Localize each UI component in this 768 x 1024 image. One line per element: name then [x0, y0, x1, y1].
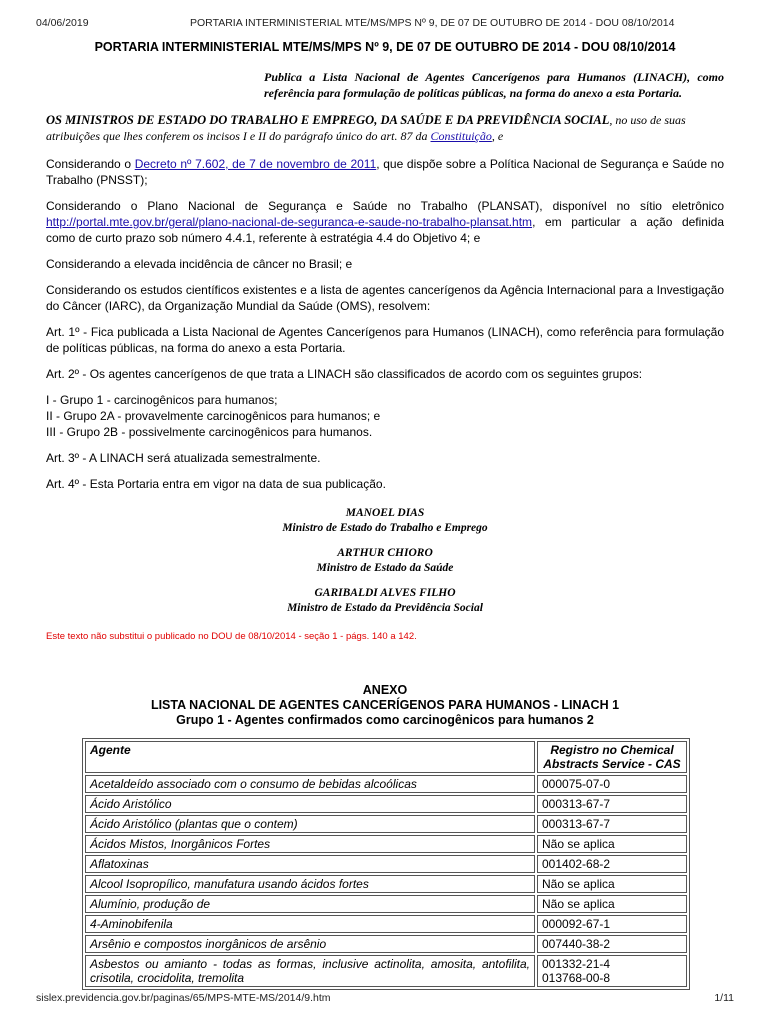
ementa: Publica a Lista Nacional de Agentes Cancerígenos para Humanos (LINACH), como referência para formulação de políticas públicas, na forma do anexo a esta Portaria.	[264, 70, 724, 100]
header-agente: Agente	[85, 741, 535, 773]
signer-role: Ministro de Estado da Saúde	[316, 562, 454, 574]
cas-cell: 000313-67-7	[537, 795, 687, 813]
considerando-1-pre: Considerando o	[46, 157, 135, 171]
preamble-tail: , e	[491, 129, 504, 143]
print-page-title: PORTARIA INTERMINISTERIAL MTE/MS/MPS Nº 9, DE 07 DE OUTUBRO DE 2014 - DOU 08/10/2014	[190, 17, 675, 29]
agent-cell: Asbestos ou amianto - todas as formas, inclusive actinolita, amosita, antofilita, crisotila, crocidolita, tremolita	[85, 955, 535, 987]
cas-cell: 001402-68-2	[537, 855, 687, 873]
preamble-text: , no uso de suas atribuições que lhes conferem os incisos I e II do parágrafo único do art. 87 da	[46, 113, 686, 143]
signer-role: Ministro de Estado do Trabalho e Emprego	[282, 522, 488, 534]
annex-label: ANEXO	[362, 683, 408, 697]
considerando-4: Considerando os estudos científicos existentes e a lista de agentes cancerígenos da Agência Internacional para a Investigação do Câncer (IARC), da Organização Mundial da Saúde (OMS), resolvem:	[46, 283, 724, 313]
agent-cell: Alcool Isopropílico, manufatura usando ácidos fortes	[85, 875, 535, 893]
agent-cell: Ácido Aristólico	[85, 795, 535, 813]
table-header-row	[85, 741, 687, 773]
article-1: Art. 1º - Fica publicada a Lista Nacional de Agentes Cancerígenos para Humanos (LINACH), como referência para formulação de políticas públicas, na forma do anexo a esta Portaria.	[46, 325, 724, 355]
signer-name: ARTHUR CHIORO	[337, 547, 433, 559]
table-row	[85, 855, 687, 873]
annex-group: Grupo 1 - Agentes confirmados como carcinogênicos para humanos 2	[176, 713, 594, 727]
considerando-1	[46, 156, 724, 188]
considerando-2	[46, 198, 724, 246]
agents-table	[82, 738, 690, 990]
group-item: II - Grupo 2A - provavelmente carcinogênicos para humanos; e	[46, 409, 381, 423]
cas-cell: Não se aplica	[537, 875, 687, 893]
table-row	[85, 955, 687, 987]
article-2: Art. 2º - Os agentes cancerígenos de que trata a LINACH são classificados de acordo com os seguintes grupos:	[46, 367, 643, 381]
considerando-1-post: , que dispõe sobre a Política Nacional de Segurança e Saúde no Trabalho (PNSST);	[46, 157, 724, 187]
plansat-link[interactable]: http://portal.mte.gov.br/geral/plano-nacional-de-seguranca-e-saude-no-trabalho-plansat.htm	[46, 215, 533, 229]
table-row	[85, 895, 687, 913]
cas-cell: 000075-07-0	[537, 775, 687, 793]
table-row	[85, 795, 687, 813]
cas-cell: Não se aplica	[537, 835, 687, 853]
group-item: III - Grupo 2B - possivelmente carcinogênicos para humanos.	[46, 425, 373, 439]
preamble	[46, 112, 724, 144]
article-4: Art. 4º - Esta Portaria entra em vigor na data de sua publicação.	[46, 477, 386, 491]
agent-cell: Arsênio e compostos inorgânicos de arsênio	[85, 935, 535, 953]
table-row	[85, 875, 687, 893]
agent-cell: Ácido Aristólico (plantas que o contem)	[85, 815, 535, 833]
considerando-3: Considerando a elevada incidência de câncer no Brasil; e	[46, 257, 353, 271]
table-row	[85, 775, 687, 793]
agent-cell: Alumínio, produção de	[85, 895, 535, 913]
signer-name: MANOEL DIAS	[345, 507, 425, 519]
group-item: I - Grupo 1 - carcinogênicos para humanos;	[46, 393, 278, 407]
page-number: 1/11	[714, 992, 734, 1004]
table-row	[85, 915, 687, 933]
print-date: 04/06/2019	[36, 17, 89, 29]
cas-value: 001332-21-4	[542, 957, 611, 971]
cas-cell: 000313-67-7	[537, 815, 687, 833]
document-body	[46, 30, 724, 728]
agent-cell: Aflatoxinas	[85, 855, 535, 873]
agent-cell: Ácidos Mistos, Inorgânicos Fortes	[85, 835, 535, 853]
cas-cell: Não se aplica	[537, 895, 687, 913]
groups-list	[46, 392, 724, 440]
signature	[46, 546, 724, 576]
signer-role: Ministro de Estado da Previdência Social	[287, 602, 483, 614]
article-3: Art. 3º - A LINACH será atualizada semestralmente.	[46, 451, 321, 465]
considerando-2-pre: Considerando o Plano Nacional de Segurança e Saúde no Trabalho (PLANSAT), disponível no sítio eletrônico	[46, 199, 724, 213]
cas-cell	[537, 955, 687, 987]
table-row	[85, 935, 687, 953]
cas-cell: 007440-38-2	[537, 935, 687, 953]
signature	[46, 506, 724, 536]
print-footer	[0, 992, 768, 1016]
table-row	[85, 815, 687, 833]
document-title: PORTARIA INTERMINISTERIAL MTE/MS/MPS Nº 9, DE 07 DE OUTUBRO DE 2014 - DOU 08/10/2014	[94, 40, 676, 54]
annex-title: LISTA NACIONAL DE AGENTES CANCERÍGENOS PARA HUMANOS - LINACH 1	[150, 698, 620, 712]
cas-value: 013768-00-8	[542, 971, 611, 985]
signature	[46, 586, 724, 616]
print-url: sislex.previdencia.gov.br/paginas/65/MPS-MTE-MS/2014/9.htm	[36, 992, 331, 1004]
header-cas: Registro no Chemical Abstracts Service - CAS	[537, 741, 687, 773]
agent-cell: 4-Aminobifenila	[85, 915, 535, 933]
signer-name: GARIBALDI ALVES FILHO	[314, 587, 456, 599]
considerando-2-post: , em particular a ação definida como de curto prazo sob número 4.4.1, referente à estratégia 4.4 do Objetivo 4; e	[46, 215, 724, 245]
constituicao-link[interactable]: Constituição	[430, 129, 492, 143]
cas-cell: 000092-67-1	[537, 915, 687, 933]
decreto-link[interactable]: Decreto nº 7.602, de 7 de novembro de 2011	[134, 157, 377, 171]
preamble-ministros: OS MINISTROS DE ESTADO DO TRABALHO E EMPREGO, DA SAÚDE E DA PREVIDÊNCIA SOCIAL	[46, 113, 610, 127]
table-row	[85, 835, 687, 853]
print-header	[0, 0, 768, 30]
disclaimer: Este texto não substitui o publicado no DOU de 08/10/2014 - seção 1 - págs. 140 a 142.	[46, 631, 417, 642]
agent-cell: Acetaldeído associado com o consumo de bebidas alcoólicas	[85, 775, 535, 793]
